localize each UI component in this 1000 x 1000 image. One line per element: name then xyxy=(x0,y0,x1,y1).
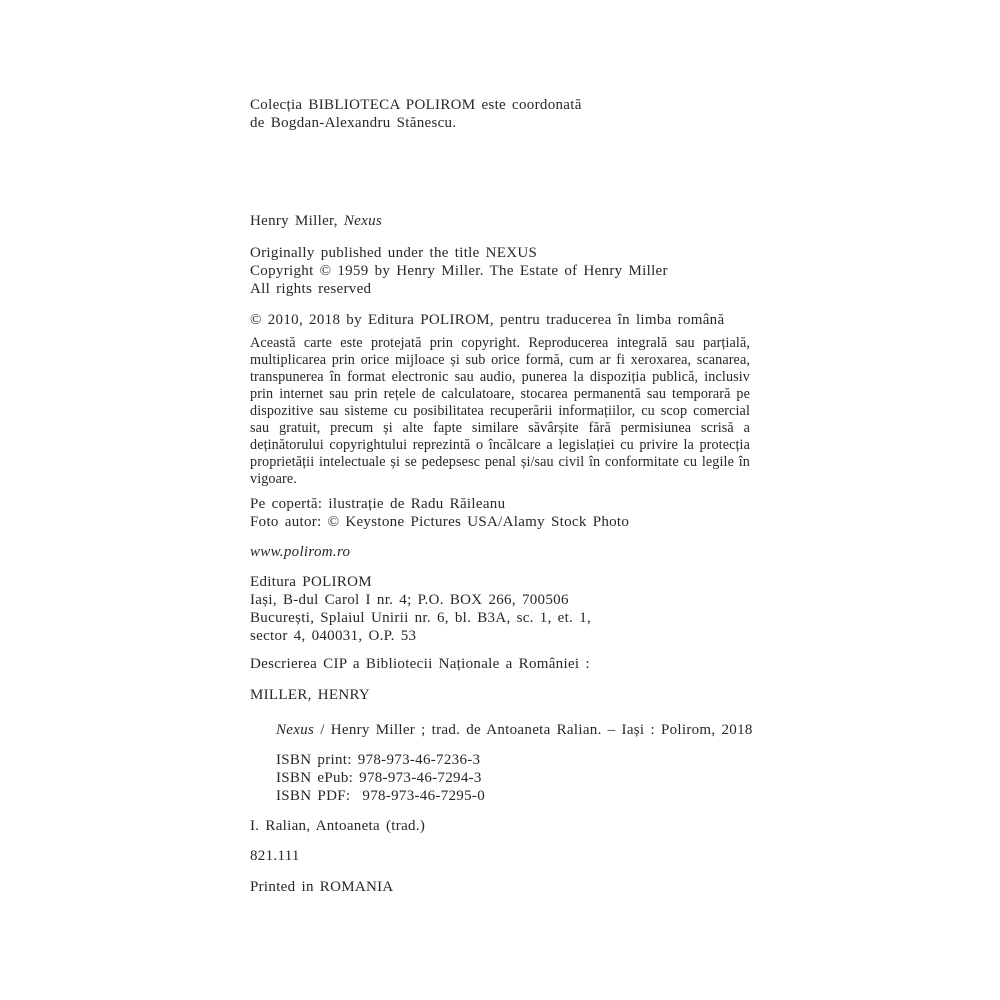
isbn-block xyxy=(250,751,750,805)
publisher-name: Editura POLIROM xyxy=(250,574,372,590)
original-copyright-line: Copyright © 1959 by Henry Miller. The Estate of Henry Miller xyxy=(250,263,668,279)
printed-in-block xyxy=(250,878,750,896)
translator-entry-block xyxy=(250,817,750,835)
legal-notice-paragraph: Această carte este protejată prin copyright. Reproducerea integrală sau parțială, multiplicarea prin orice mijloace și sub orice formă, cum ar fi xeroxarea, scanarea, transpunerea în format electronic sau audio, punerea la dispoziția publică, inclusiv prin internet sau prin rețele de calculatoare, stocarea permanentă sau temporară pe dispozitive sau sisteme cu posibilitatea recuperării informațiilor, cu scop comercial sau gratuit, precum și alte fapte similare săvârșite fără permisiunea scrisă a deținătorului copyrightului reprezintă o încălcare a legislației cu privire la protecția proprietății intelectuale și se pedepsesc penal și/sau civil în conformitate cu legile în vigoare. xyxy=(250,335,750,487)
copyright-page-content xyxy=(250,96,753,896)
original-title-line: Originally published under the title NEXUS xyxy=(250,245,538,261)
cip-entry-block xyxy=(250,721,753,739)
photo-credit-line: Foto autor: © Keystone Pictures USA/Alamy Stock Photo xyxy=(250,514,630,530)
collection-note-line2: de Bogdan-Alexandru Stănescu. xyxy=(250,115,457,131)
romanian-copyright-line: © 2010, 2018 by Editura POLIROM, pentru traducerea în limba română xyxy=(250,312,725,328)
publisher-address-block xyxy=(250,573,750,645)
publisher-website-block xyxy=(250,543,750,561)
publisher-website: www.polirom.ro xyxy=(250,544,351,560)
legal-notice-block xyxy=(250,335,750,488)
isbn-epub-line: ISBN ePub: 978-973-46-7294-3 xyxy=(276,770,482,786)
printed-in-line: Printed in ROMANIA xyxy=(250,879,394,895)
publisher-address-iasi: Iași, B-dul Carol I nr. 4; P.O. BOX 266, 700506 xyxy=(250,592,569,608)
udc-number: 821.111 xyxy=(250,848,300,864)
translator-entry: I. Ralian, Antoaneta (trad.) xyxy=(250,818,426,834)
rights-reserved-line: All rights reserved xyxy=(250,281,372,297)
cip-author: MILLER, HENRY xyxy=(250,687,371,703)
cover-credit-line: Pe copertă: ilustrație de Radu Răileanu xyxy=(250,496,506,512)
udc-number-block xyxy=(250,847,750,865)
publisher-address-bucuresti: București, Splaiul Unirii nr. 6, bl. B3A, sc. 1, et. 1, xyxy=(250,610,592,626)
publisher-address-sector: sector 4, 040031, O.P. 53 xyxy=(250,628,417,644)
romanian-copyright-block xyxy=(250,311,750,329)
credits-block xyxy=(250,495,750,531)
cip-heading-block xyxy=(250,655,750,673)
original-copyright-block xyxy=(250,244,750,298)
cip-entry-title: Nexus xyxy=(276,722,315,738)
author-title-line xyxy=(250,212,750,230)
cip-author-block xyxy=(250,686,750,704)
isbn-pdf-line: ISBN PDF: 978-973-46-7295-0 xyxy=(276,788,485,804)
collection-note xyxy=(250,96,750,132)
isbn-print-line: ISBN print: 978-973-46-7236-3 xyxy=(276,752,481,768)
author-name: Henry Miller, xyxy=(250,213,338,229)
cip-heading: Descrierea CIP a Bibliotecii Naționale a României : xyxy=(250,656,590,672)
cip-entry-details: / Henry Miller ; trad. de Antoaneta Ralian. – Iași : Polirom, 2018 xyxy=(314,722,753,738)
collection-note-line1: Colecția BIBLIOTECA POLIROM este coordonată xyxy=(250,97,582,113)
book-title: Nexus xyxy=(343,213,383,229)
